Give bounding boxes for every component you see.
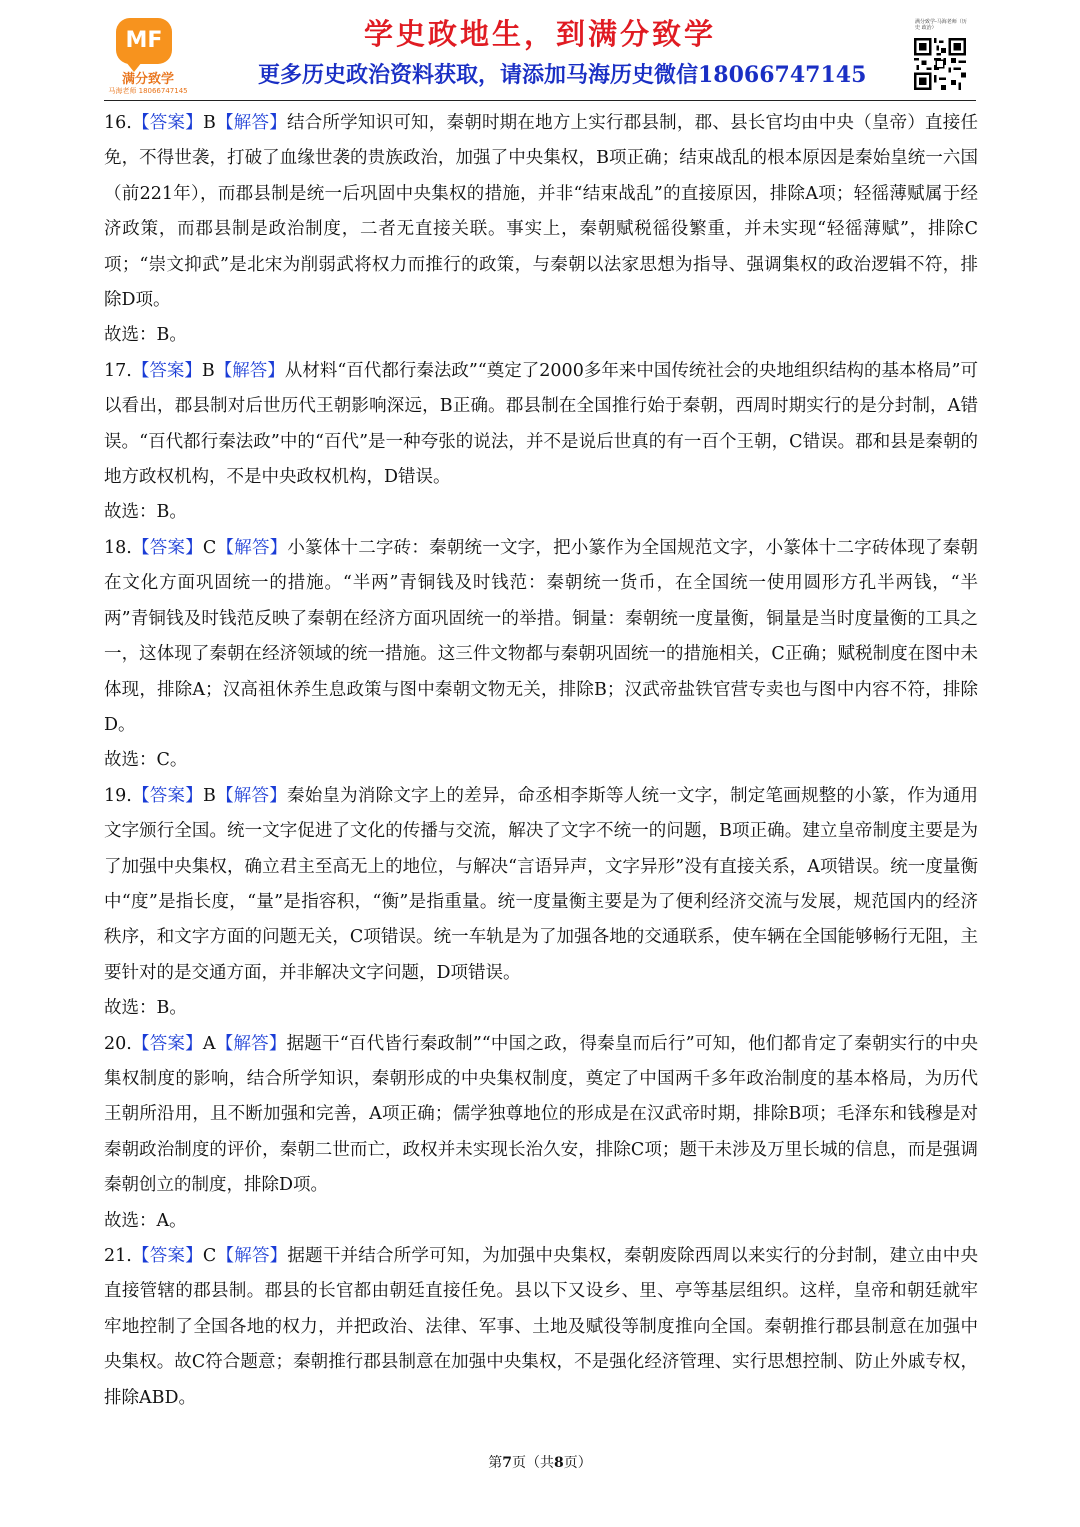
qr-code-icon <box>914 38 966 90</box>
footer-middle: 页（共 <box>512 1455 554 1471</box>
final-choice: 故选：C。 <box>104 750 188 771</box>
final-choice: 故选：B。 <box>104 502 187 523</box>
logo-subtitle: 马海老师 18066747145 <box>108 87 188 95</box>
answer-item-21 <box>104 1239 978 1416</box>
qr-caption: 满分致学-马海老师（历史 政治） <box>915 19 967 31</box>
answer-item-20 <box>104 1027 978 1239</box>
question-number: 16. <box>104 113 132 133</box>
analysis-tag: 【解答】 <box>215 785 287 806</box>
answer-tag: 【答案】 <box>131 785 203 806</box>
answer-letter: C <box>202 537 217 558</box>
analysis-text: 结合所学知识可知，秦朝时期在地方上实行郡县制，郡、县长官均由中央（皇帝）直接任免，不得世袭，打破了血缘世袭的贵族政治，加强了中央集权，B项正确；结束战乱的根本原因是秦始皇统一六国（前221年），而郡县制是统一后巩固中央集权的措施，并非“结束战乱”的直接原因，排除A项；轻徭薄赋属于经济政策，而郡县制是政治制度，二者无直接关联。事实上，秦朝赋税徭役繁重，并未实现“轻徭薄赋”，排除C项；“崇文抑武”是北宋为削弱武将权力而推行的政策，与秦朝以法家思想为指导、强调集权的政治逻辑不符，排除D项。 <box>104 113 979 311</box>
answer-tag: 【答案】 <box>131 360 202 381</box>
answer-item-17 <box>104 354 978 531</box>
question-number: 21. <box>104 1246 132 1266</box>
answer-paragraph <box>104 779 978 991</box>
analysis-text: 从材料“百代都行秦法政”“奠定了2000多年来中国传统社会的央地组织结构的基本格局”可以看出，郡县制对后世历代王朝影响深远，B正确。郡县制在全国推行始于秦朝，西周时期实行的是分封制，A错误。“百代都行秦法政”中的“百代”是一种夸张的说法，并不是说后世真的有一百个王朝，C错误。郡和县是秦朝的地方政权机构，不是中央政权机构，D错误。 <box>104 360 978 488</box>
analysis-tag: 【解答】 <box>215 113 287 133</box>
final-choice: 故选：B。 <box>104 998 187 1019</box>
page-header <box>0 0 1080 104</box>
answer-item-18 <box>104 531 978 779</box>
answer-paragraph <box>104 354 978 496</box>
answer-letter: B <box>201 360 215 381</box>
answer-tag: 【答案】 <box>131 1246 203 1266</box>
question-number: 17. <box>104 360 132 381</box>
answer-tag: 【答案】 <box>131 537 203 558</box>
header-divider <box>104 100 976 101</box>
footer-prefix: 第 <box>488 1455 503 1471</box>
analysis-text: 据题干并结合所学可知，为加强中央集权，秦朝废除西周以来实行的分封制，建立由中央直接管辖的郡县制。郡县的长官都由朝廷直接任免。县以下又设乡、里、亭等基层组织。这样，皇帝和朝廷就牢牢地控制了全国各地的权力，并把政治、法律、军事、土地及赋役等制度推向全国。秦朝推行郡县制意在加强中央集权。故C符合题意；秦朝推行郡县制意在加强中央集权，不是强化经济管理、实行思想控制、防止外戚专权，排除ABD。 <box>104 1246 979 1408</box>
answer-letter: C <box>202 1246 217 1266</box>
analysis-tag: 【解答】 <box>216 537 288 558</box>
analysis-text: 小篆体十二字砖：秦朝统一文字，把小篆作为全国规范文字，小篆体十二字砖体现了秦朝在文化方面巩固统一的措施。“半两”青铜钱及时钱范：秦朝统一货币，在全国统一使用圆形方孔半两钱，“半两”青铜钱及时钱范反映了秦朝在经济方面巩固统一的举措。铜量：秦朝统一度量衡，铜量是当时度量衡的工具之一，这体现了秦朝在经济领域的统一措施。这三件文物都与秦朝巩固统一的措施相关，C正确；赋税制度在图中未体现，排除A；汉高祖休养生息政策与图中秦朝文物无关，排除B；汉武帝盐铁官营专卖也与图中内容不符，排除D。 <box>104 537 979 735</box>
answer-letter: A <box>202 1033 216 1054</box>
header-contact: 更多历史政治资料获取，请添加马海历史微信18066747145 <box>258 62 867 88</box>
answer-item-16 <box>104 106 978 354</box>
answer-paragraph <box>104 106 978 318</box>
answer-paragraph <box>104 1027 978 1204</box>
question-number: 20. <box>104 1033 132 1054</box>
analysis-tag: 【解答】 <box>216 1246 288 1266</box>
question-number: 18. <box>104 537 132 558</box>
logo-badge: MF <box>116 18 172 64</box>
analysis-text: 据题干“百代皆行秦政制”“中国之政，得秦皇而后行”可知，他们都肯定了秦朝实行的中央集权制度的影响，结合所学知识，秦朝形成的中央集权制度，奠定了中国两千多年政治制度的基本格局，为历代王朝所沿用，且不断加强和完善，A项正确；儒学独尊地位的形成是在汉武帝时期，排除B项；毛泽东和钱穆是对秦朝政治制度的评价，秦朝二世而亡，政权并未实现长治久安，排除C项；题干未涉及万里长城的信息，而是强调秦朝创立的制度，排除D项。 <box>104 1033 978 1196</box>
question-number: 19. <box>104 785 132 806</box>
current-page: 7 <box>502 1455 512 1471</box>
analysis-tag: 【解答】 <box>214 360 285 381</box>
answer-content <box>104 106 978 1416</box>
page-footer <box>0 1452 1080 1472</box>
brand-logo <box>108 18 188 95</box>
answer-item-19 <box>104 779 978 1027</box>
analysis-tag: 【解答】 <box>215 1033 287 1054</box>
header-slogan: 学史政地生，到满分致学 <box>363 17 716 51</box>
answer-paragraph <box>104 531 978 743</box>
answer-paragraph <box>104 1239 978 1416</box>
logo-name: 满分致学 <box>121 72 174 87</box>
answer-letter: B <box>202 113 216 133</box>
footer-suffix: 页） <box>563 1455 592 1471</box>
answer-tag: 【答案】 <box>131 113 203 133</box>
analysis-text: 秦始皇为消除文字上的差异，命丞相李斯等人统一文字，制定笔画规整的小篆，作为通用文字颁行全国。统一文字促进了文化的传播与交流，解决了文字不统一的问题，B项正确。建立皇帝制度主要是为了加强中央集权，确立君主至高无上的地位，与解决“言语异声，文字异形”没有直接关系，A项错误。统一度量衡中“度”是指长度，“量”是指容积，“衡”是指重量。统一度量衡主要是为了便利经济交流与发展，规范国内的经济秩序，和文字方面的问题无关，C项错误。统一车轨是为了加强各地的交通联系，使车辆在全国能够畅行无阻，主要针对的是交通方面，并非解决文字问题，D项错误。 <box>104 785 979 983</box>
final-choice: 故选：B。 <box>104 325 187 346</box>
total-pages: 8 <box>554 1455 564 1471</box>
final-choice: 故选：A。 <box>104 1210 187 1231</box>
answer-tag: 【答案】 <box>131 1033 203 1054</box>
answer-letter: B <box>202 785 216 806</box>
